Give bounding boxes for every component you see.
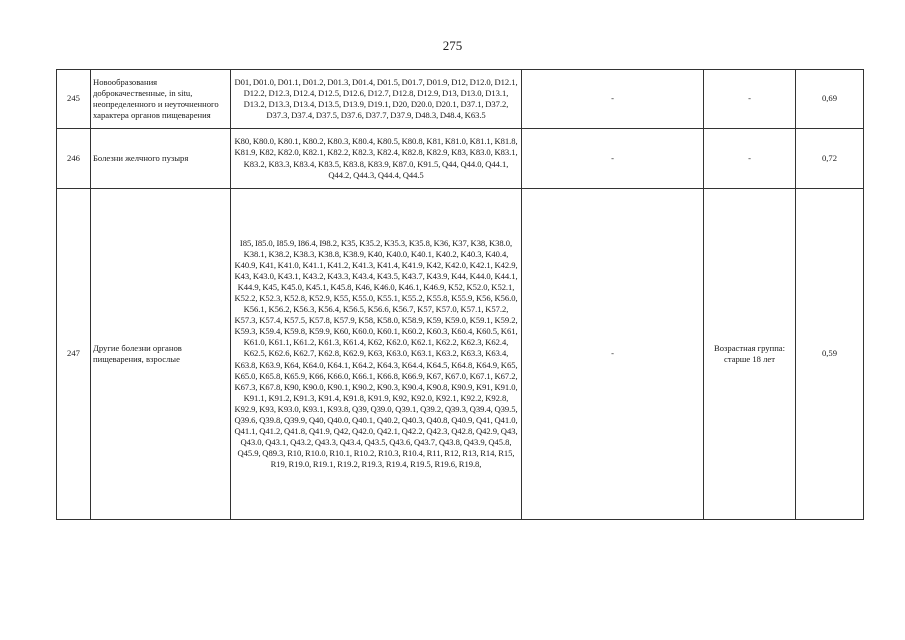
table-row (57, 189, 864, 520)
row-number: 247 (57, 189, 91, 520)
icd-codes-text: I85, I85.0, I85.9, I86.4, I98.2, K35, K35.2, K35.3, K35.8, K36, K37, K38, K38.0, K38.1, K38.2, K38.3, K38.8, K38.9, K40, K40.0, K40.1, K40.2, K40.3, K40.4, K40.9, K41, K41.0, K41.1, K41.2, K41.3, K41.4, K41.9, K42, K42.0, K42.1, K42.9, K43, K43.0, K43.1, K43.2, K43.3, K43.4, K43.5, K43.7, K43.9, K44, K44.0, K44.1, K44.9, K45, K45.0, K45.1, K45.8, K46, K46.0, K46.1, K46.9, K52, K52.0, K52.1, K52.2, K52.3, K52.8, K52.9, K55, K55.0, K55.1, K55.2, K55.8, K55.9, K56, K56.0, K56.1, K56.2, K56.3, K56.4, K56.5, K56.6, K56.7, K57, K57.0, K57.1, K57.2, K57.3, K57.4, K57.5, K57.8, K57.9, K58, K58.0, K58.9, K59, K59.0, K59.1, K59.2, K59.3, K59.4, K59.8, K59.9, K60, K60.0, K60.1, K60.2, K60.3, K60.4, K60.5, K61, K61.0, K61.1, K61.2, K61.3, K61.4, K62, K62.0, K62.1, K62.2, K62.3, K62.4, K62.5, K62.6, K62.7, K62.8, K62.9, K63, K63.0, K63.1, K63.2, K63.3, K63.4, K63.8, K63.9, K64, K64.0, K64.1, K64.2, K64.3, K64.4, K64.5, K64.8, K64.9, K65, K65.0, K65.8, K65.9, K66, K66.0, K66.1, K66.8, K66.9, K67, K67.0, K67.1, K67.2, K67.3, K67.8, K90, K90.0, K90.1, K90.2, K90.3, K90.4, K90.8, K90.9, K91, K91.0, K91.1, K91.2, K91.3, K91.4, K91.8, K91.9, K92, K92.0, K92.1, K92.2, K92.8, K92.9, K93, K93.0, K93.1, K93.8, Q39, Q39.0, Q39.1, Q39.2, Q39.3, Q39.4, Q39.5, Q39.6, Q39.8, Q39.9, Q40, Q40.0, Q40.1, Q40.2, Q40.3, Q40.8, Q40.9, Q41, Q41.0, Q41.1, Q41.2, Q41.8, Q41.9, Q42, Q42.0, Q42.1, Q42.2, Q42.3, Q42.8, Q42.9, Q43, Q43.0, Q43.1, Q43.2, Q43.3, Q43.4, Q43.5, Q43.6, Q43.7, Q43.8, Q43.9, Q45.8, Q45.9, Q89.3, R10, R10.0, R10.1, R10.2, R10.3, R10.4, R11, R12, R13, R14, R15, R19, R19.0, R19.1, R19.2, R19.3, R19.4, R19.5, R19.6, R19.8, (234, 237, 518, 470)
row-number: 245 (57, 70, 91, 129)
icd-codes (231, 189, 522, 520)
coefficient-cell: 0,72 (796, 129, 864, 189)
service-code-cell: - (522, 189, 704, 520)
icd-codes (231, 70, 522, 129)
disease-group-name: Новообразования доброкачественные, in situ, неопределенного и неуточненного характера органов пищеварения (91, 70, 231, 129)
additional-criterion-cell: - (704, 129, 796, 189)
disease-group-name: Болезни желчного пузыря (91, 129, 231, 189)
service-code-cell: - (522, 129, 704, 189)
row-number: 246 (57, 129, 91, 189)
service-code-cell: - (522, 70, 704, 129)
page-number: 275 (442, 38, 463, 53)
tariff-table (56, 69, 864, 520)
icd-codes (231, 129, 522, 189)
coefficient-cell: 0,59 (796, 189, 864, 520)
table-row (57, 70, 864, 129)
disease-group-name: Другие болезни органов пищеварения, взрослые (91, 189, 231, 520)
additional-criterion-cell: Возрастная группа: старше 18 лет (704, 189, 796, 520)
additional-criterion-cell: - (704, 70, 796, 129)
icd-codes-text: K80, K80.0, K80.1, K80.2, K80.3, K80.4, K80.5, K80.8, K81, K81.0, K81.1, K81.8, K81.9, K82, K82.0, K82.1, K82.2, K82.3, K82.4, K82.8, K82.9, K83, K83.0, K83.1, K83.2, K83.3, K83.4, K83.5, K83.8, K83.9, K87.0, K91.5, Q44, Q44.0, Q44.1, Q44.2, Q44.3, Q44.4, Q44.5 (234, 136, 518, 180)
coefficient-cell: 0,69 (796, 70, 864, 129)
icd-codes-text: D01, D01.0, D01.1, D01.2, D01.3, D01.4, D01.5, D01.7, D01.9, D12, D12.0, D12.1, D12.2, D12.3, D12.4, D12.5, D12.6, D12.7, D12.8, D12.9, D13, D13.0, D13.1, D13.2, D13.3, D13.4, D13.5, D13.9, D19.1, D20, D20.0, D20.1, D37.1, D37.2, D37.3, D37.4, D37.5, D37.6, D37.7, D37.9, D48.3, D48.4, K63.5 (234, 76, 518, 121)
table-row (57, 129, 864, 189)
